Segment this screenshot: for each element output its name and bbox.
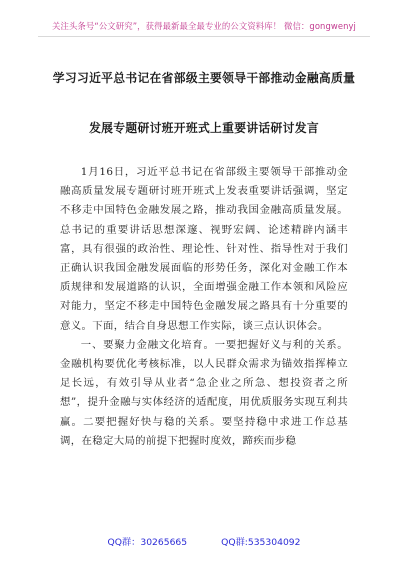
footer-qq-group-1: QQ群：30265665 <box>107 537 188 548</box>
paragraph-section-1: 一、要聚力金融文化培育。一要把握好义与利的关系。金融机构要优化考核标准，以人民群众需求为锚效指挥棒立足长远，有效引导从业者“急企业之所急、想投资者之所想”，提升金融与实体经济的适配度，用优质服务实现互利共赢。二要把握好快与稳的关系。要坚持稳中求进工作总基调，在稳定大局的前提下把握时度效，蹄疾而步稳 <box>60 338 348 447</box>
document-body <box>60 163 348 451</box>
header-banner: 关注头条号“公文研究”，获得最新最全最专业的公文资料库！ 微信：gongwenyj <box>52 21 356 31</box>
document-title-line-2: 发展专题研讨班开班式上重要讲话研讨发言 <box>89 121 319 135</box>
header-divider <box>38 36 370 37</box>
paragraph-intro: 1月16日，习近平总书记在省部级主要领导干部推动金融高质量发展专题研讨班开班式上发表重要讲话强调，坚定不移走中国特色金融发展之路，推动我国金融高质量发展。总书记的重要讲话思想深邃、视野宏阔、论述精辟内涵丰富，具有很强的政治性、理论性、针对性、指导性对于我们正确认识我国金融发展面临的形势任务，深化对金融工作本质规律和发展道路的认识，全面增强金融工作本领和风险应对能力，坚定不移走中国特色金融发展之路具有十分重要的意义。下面，结合自身思想工作实际，谈三点认识体会。 <box>60 166 348 332</box>
footer-qq-group-2: QQ群:535304092 <box>221 537 301 548</box>
document-title-line-1: 学习习近平总书记在省部级主要领导干部推动金融高质量 <box>52 71 356 85</box>
footer <box>0 534 408 548</box>
